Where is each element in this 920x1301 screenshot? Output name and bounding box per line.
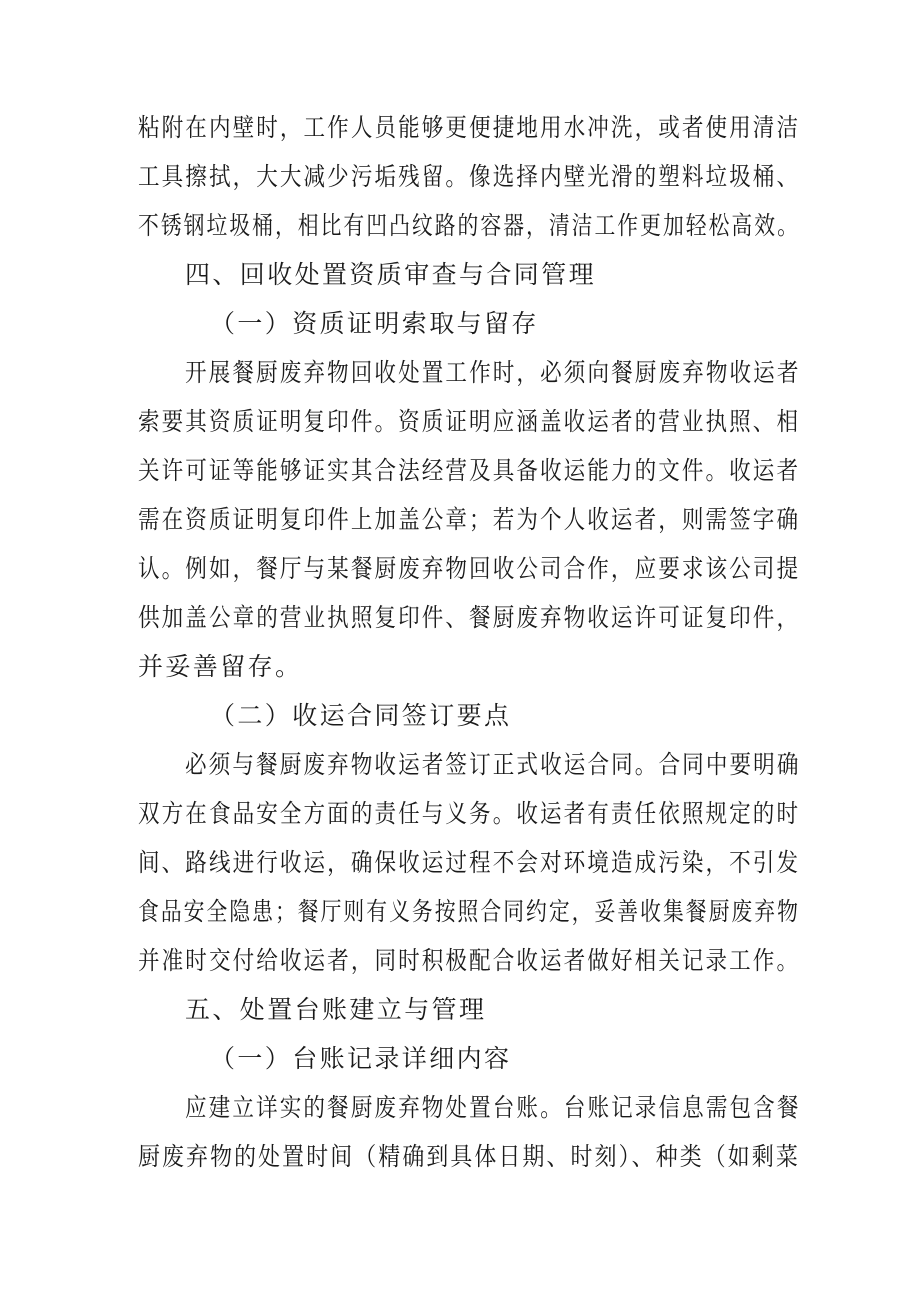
body-text-line: 不锈钢垃圾桶，相比有凹凸纹路的容器，清洁工作更加轻松高效。 [138,211,800,240]
body-text-line: 并准时交付给收运者，同时积极配合收运者做好相关记录工作。 [138,946,801,975]
body-text-line: 需在资质证明复印件上加盖公章；若为个人收运者，则需签字确 [138,505,801,534]
subsection-heading: （二）收运合同签订要点 [210,701,512,730]
body-text-line: 认。例如，餐厅与某餐厨废弃物回收公司合作，应要求该公司提 [138,554,801,583]
body-text-line: 工具擦拭，大大减少污垢残留。像选择内壁光滑的塑料垃圾桶、 [138,162,801,191]
body-text-line: 关许可证等能够证实其合法经营及具备收运能力的文件。收运者 [138,456,801,485]
body-text-line: 必须与餐厨废弃物收运者签订正式收运合同。合同中要明确 [185,750,801,779]
subsection-heading: （一）台账记录详细内容 [210,1044,512,1073]
body-text-line: 食品安全隐患；餐厅则有义务按照合同约定，妥善收集餐厨废弃物 [138,897,800,926]
body-text-line: 开展餐厨废弃物回收处置工作时，必须向餐厨废弃物收运者 [185,358,801,387]
section-heading: 五、处置台账建立与管理 [185,995,487,1024]
body-text-line: 粘附在内壁时，工作人员能够更便捷地用水冲洗，或者使用清洁 [138,113,801,142]
subsection-heading: （一）资质证明索取与留存 [210,309,539,338]
body-text-line: 厨废弃物的处置时间（精确到具体日期、时刻）、种类（如剩菜 [138,1142,800,1171]
body-text-line: 间、路线进行收运，确保收运过程不会对环境造成污染，不引发 [138,848,801,877]
body-text-line: 双方在食品安全方面的责任与义务。收运者有责任依照规定的时 [138,799,801,828]
body-text-line: 索要其资质证明复印件。资质证明应涵盖收运者的营业执照、相 [138,407,801,436]
body-text-line: 并妥善留存。 [138,652,303,681]
section-heading: 四、回收处置资质审查与合同管理 [185,260,597,289]
body-text-line: 供加盖公章的营业执照复印件、餐厨废弃物收运许可证复印件， [138,603,801,632]
body-text-line: 应建立详实的餐厨废弃物处置台账。台账记录信息需包含餐 [185,1093,801,1122]
